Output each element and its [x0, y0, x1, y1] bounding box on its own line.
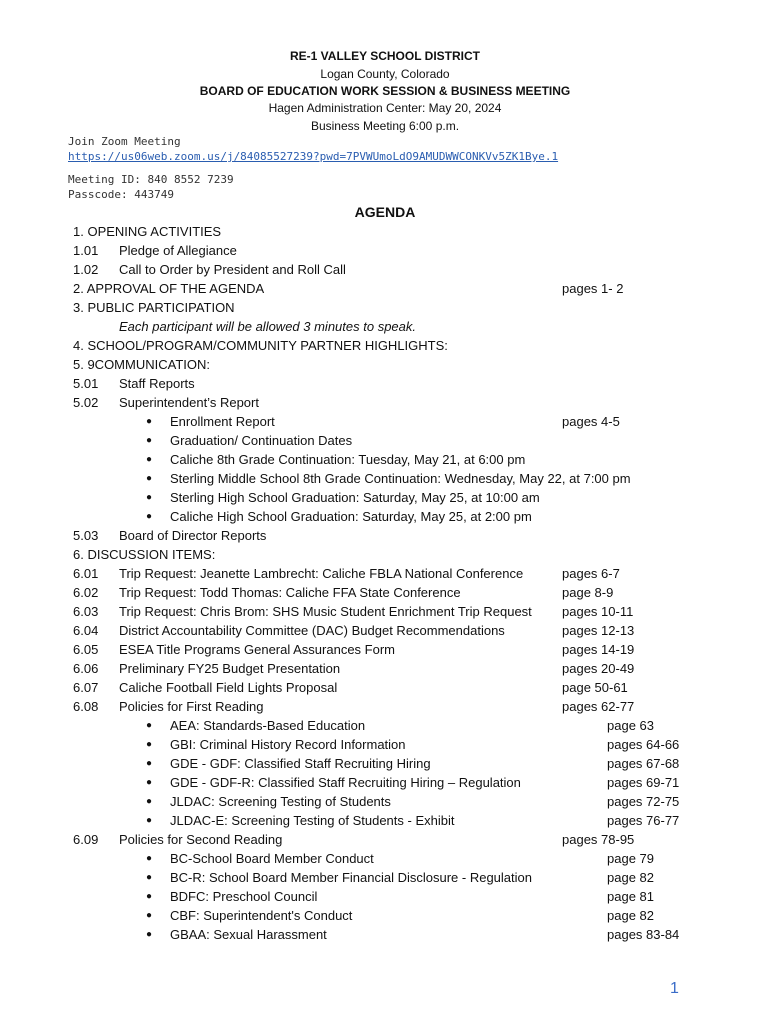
meeting-time: Business Meeting 6:00 p.m.	[310, 119, 460, 133]
bullet-icon: ●	[146, 910, 153, 921]
zoom-join-label: Join Zoom Meeting	[68, 135, 181, 148]
page-ref: page 82	[607, 908, 654, 923]
agenda-section: 6. DISCUSSION ITEMS:	[73, 547, 216, 562]
bullet-icon: ●	[146, 720, 153, 731]
agenda-subitem: ● GBAA: Sexual Harassment pages 83-84	[146, 927, 680, 942]
page-ref: pages 69-71	[607, 775, 680, 790]
bullet-icon: ●	[146, 454, 153, 465]
agenda-subitem: ● Graduation/ Continuation Dates	[146, 433, 353, 448]
agenda-subitem: ● GDE - GDF: Classified Staff Recruiting Hiring pages 67-68	[146, 756, 680, 771]
agenda-section: 2. APPROVAL OF THE AGENDA pages 1- 2	[73, 281, 624, 296]
bullet-icon: ●	[146, 891, 153, 902]
page-number: 1	[670, 980, 679, 997]
district-name: RE-1 VALLEY SCHOOL DISTRICT	[289, 49, 481, 63]
page-ref: pages 1- 2	[562, 281, 624, 296]
agenda-item: 6.04 District Accountability Committee (DAC) Budget Recommendations pages 12-13	[73, 623, 635, 638]
bullet-icon: ●	[146, 739, 153, 750]
agenda-item: 1.01 Pledge of Allegiance	[73, 243, 237, 258]
bullet-icon: ●	[146, 815, 153, 826]
agenda-subitem: ● CBF: Superintendent's Conduct page 82	[146, 908, 654, 923]
agenda-item: 6.09 Policies for Second Reading pages 78-95	[73, 832, 635, 847]
agenda-item: 5.01 Staff Reports	[73, 376, 195, 391]
agenda-subitem: ● BC-School Board Member Conduct page 79	[146, 851, 654, 866]
bullet-icon: ●	[146, 473, 153, 484]
page-ref: pages 6-7	[562, 566, 620, 581]
agenda-section: 3. PUBLIC PARTICIPATION	[73, 300, 235, 315]
agenda-item: 5.02 Superintendent’s Report	[73, 395, 259, 410]
page-ref: page 82	[607, 870, 654, 885]
agenda-item: 6.02 Trip Request: Todd Thomas: Caliche FFA State Conference page 8-9	[73, 585, 614, 600]
bullet-icon: ●	[146, 872, 153, 883]
page-ref: pages 72-75	[607, 794, 680, 809]
agenda-subitem: ● GBI: Criminal History Record Information pages 64-66	[146, 737, 680, 752]
agenda-subitem: ● BC-R: School Board Member Financial Disclosure - Regulation page 82	[146, 870, 654, 885]
agenda-subitem: ● JLDAC: Screening Testing of Students pages 72-75	[146, 794, 680, 809]
bullet-icon: ●	[146, 796, 153, 807]
agenda-subitem: ● Enrollment Report pages 4-5	[146, 414, 620, 429]
agenda-item: 1.02 Call to Order by President and Roll Call	[73, 262, 346, 277]
agenda-item: 6.03 Trip Request: Chris Brom: SHS Music Student Enrichment Trip Request pages 10-11	[73, 604, 634, 619]
agenda-subitem: ● Sterling Middle School 8th Grade Continuation: Wednesday, May 22, at 7:00 pm	[146, 471, 631, 486]
agenda-subitem: ● BDFC: Preschool Council page 81	[146, 889, 654, 904]
agenda-subitem: ● Caliche 8th Grade Continuation: Tuesday, May 21, at 6:00 pm	[146, 452, 526, 467]
page-ref: pages 10-11	[562, 604, 634, 619]
bullet-icon: ●	[146, 435, 153, 446]
agenda-title: AGENDA	[354, 204, 416, 220]
page-ref: pages 4-5	[562, 414, 620, 429]
agenda-item: 6.07 Caliche Football Field Lights Proposal page 50-61	[73, 680, 628, 695]
agenda-subitem: ● JLDAC-E: Screening Testing of Students - Exhibit pages 76-77	[146, 813, 680, 828]
agenda-subitem: ● AEA: Standards-Based Education page 63	[146, 718, 654, 733]
county: Logan County, Colorado	[320, 67, 450, 81]
agenda-section: 5. 9COMMUNICATION:	[73, 357, 210, 372]
page-ref: pages 62-77	[562, 699, 635, 714]
page-ref: page 50-61	[562, 680, 628, 695]
page-ref: page 8-9	[562, 585, 614, 600]
page-ref: pages 76-77	[607, 813, 680, 828]
bullet-icon: ●	[146, 492, 153, 503]
page-ref: page 81	[607, 889, 654, 904]
agenda-section: 1. OPENING ACTIVITIES	[73, 224, 222, 239]
meeting-title: BOARD OF EDUCATION WORK SESSION & BUSINESS MEETING	[199, 84, 571, 98]
location-date: Hagen Administration Center: May 20, 2024	[268, 101, 502, 115]
page-ref: pages 20-49	[562, 661, 635, 676]
agenda-item: 6.01 Trip Request: Jeanette Lambrecht: Caliche FBLA National Conference pages 6-7	[73, 566, 620, 581]
bullet-icon: ●	[146, 929, 153, 940]
bullet-icon: ●	[146, 853, 153, 864]
page-ref: pages 12-13	[562, 623, 635, 638]
bullet-icon: ●	[146, 511, 153, 522]
agenda-subitem: ● GDE - GDF-R: Classified Staff Recruiting Hiring – Regulation pages 69-71	[146, 775, 680, 790]
agenda-note: Each participant will be allowed 3 minutes to speak.	[119, 319, 416, 334]
agenda-section: 4. SCHOOL/PROGRAM/COMMUNITY PARTNER HIGHLIGHTS:	[73, 338, 448, 353]
page-ref: pages 64-66	[607, 737, 680, 752]
zoom-link[interactable]: https://us06web.zoom.us/j/84085527239?pwd=7PVWUmoLdO9AMUDWWCONKVv5ZK1Bye.1	[68, 150, 559, 163]
bullet-icon: ●	[146, 416, 153, 427]
zoom-meeting-id: Meeting ID: 840 8552 7239	[68, 173, 234, 186]
agenda-item: 6.05 ESEA Title Programs General Assurances Form pages 14-19	[73, 642, 635, 657]
page-ref: pages 78-95	[562, 832, 635, 847]
zoom-passcode: Passcode: 443749	[68, 188, 174, 201]
page-ref: page 79	[607, 851, 654, 866]
agenda-subitem: ● Caliche High School Graduation: Saturday, May 25, at 2:00 pm	[146, 509, 532, 524]
page-ref: page 63	[607, 718, 654, 733]
page-ref: pages 67-68	[607, 756, 680, 771]
bullet-icon: ●	[146, 758, 153, 769]
agenda-item: 5.03 Board of Director Reports	[73, 528, 267, 543]
agenda-item: 6.08 Policies for First Reading pages 62-77	[73, 699, 635, 714]
page-ref: pages 83-84	[607, 927, 680, 942]
bullet-icon: ●	[146, 777, 153, 788]
page-ref: pages 14-19	[562, 642, 635, 657]
agenda-item: 6.06 Preliminary FY25 Budget Presentation pages 20-49	[73, 661, 635, 676]
agenda-subitem: ● Sterling High School Graduation: Saturday, May 25, at 10:00 am	[146, 490, 540, 505]
